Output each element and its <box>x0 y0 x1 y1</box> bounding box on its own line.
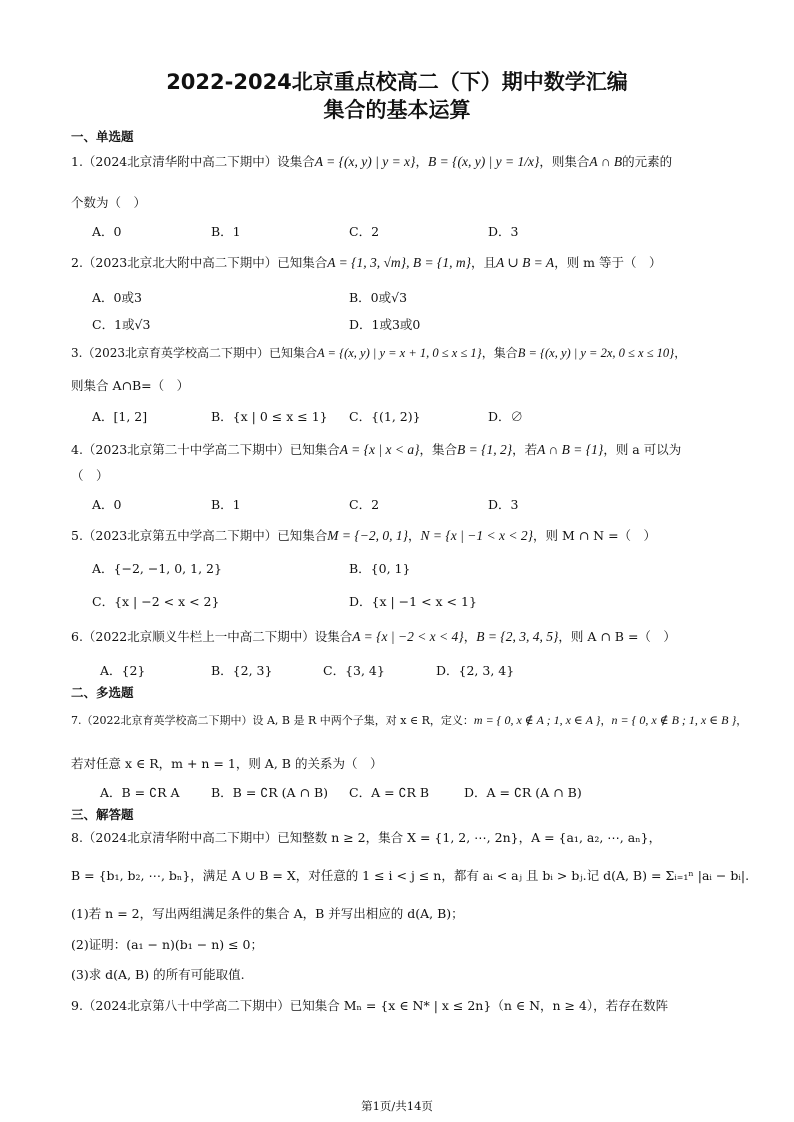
question-6-set-a: A = {x | −2 < x < 4} <box>352 629 464 644</box>
question-5-set-n: N = {x | −1 < x < 2} <box>420 528 533 543</box>
question-6-option-c: C．{3, 4} <box>323 663 385 678</box>
page-title-line2: 集合的基本运算 <box>323 98 471 122</box>
question-7-option-c: C．A = ∁R B <box>349 785 430 800</box>
question-5-stem: 5.（2023北京第五中学高二下期中）已知集合M = {−2, 0, 1}，N = {x | −1 < x < 2}，则 M ∩ N =（ ） <box>71 528 657 543</box>
question-3-stem: 3.（2023北京育英学校高二下期中）已知集合A = {(x, y) | y = x + 1, 0 ≤ x ≤ 1}，集合B = {(x, y) | y = 2x, 0 ≤ x ≤ 10}， <box>71 346 687 360</box>
question-7-stem: 7.（2022北京育英学校高二下期中）设 A, B 是 R 中两个子集，对 x ∈ R，定义：m = { 0, x ∉ A ; 1, x ∈ A }，n = { 0, x ∉ B ; 1, x ∈ B }， <box>71 713 748 727</box>
question-7-option-b: B．B = ∁R (A ∩ B) <box>211 785 329 800</box>
question-6-option-b: B．{2, 3} <box>211 663 273 678</box>
question-7-n-definition: n = { 0, x ∉ B ; 1, x ∈ B } <box>611 713 737 727</box>
question-1-stem: 1.（2024北京清华附中高二下期中）设集合A = {(x, y) | y = x}，B = {(x, y) | y = 1/x}，则集合A ∩ B的元素的 <box>71 154 673 169</box>
question-4-option-b: B．1 <box>211 497 241 512</box>
question-2-option-b: B．0或√3 <box>349 290 408 305</box>
question-4-stem: 4.（2023北京第二十中学高二下期中）已知集合A = {x | x < a}，集合B = {1, 2}，若A ∩ B = {1}，则 a 可以为 <box>71 442 682 457</box>
question-2-sets: A = {1, 3, √m}, B = {1, m} <box>327 255 471 270</box>
page-title-line1: 2022-2024北京重点校高二（下）期中数学汇编 <box>166 70 628 94</box>
question-5-option-a: A．{−2, −1, 0, 1, 2} <box>92 561 222 576</box>
question-8-part-2: (2)证明：(a₁ − n)(b₁ − n) ≤ 0； <box>71 937 264 952</box>
question-4-set-b: B = {1, 2} <box>456 442 513 457</box>
question-4-option-a: A．0 <box>92 497 122 512</box>
question-7-m-definition: m = { 0, x ∉ A ; 1, x ∈ A } <box>473 713 601 727</box>
section-heading-single-choice: 一、单选题 <box>71 129 134 144</box>
question-5-set-m: M = {−2, 0, 1} <box>327 528 409 543</box>
question-3-option-c: C．{(1, 2)} <box>349 409 421 424</box>
question-1-stem-line2: 个数为（ ） <box>71 195 147 210</box>
question-7-option-d: D．A = ∁R (A ∩ B) <box>464 785 582 800</box>
question-7-option-a: A．B = ∁R A <box>100 785 180 800</box>
question-9-stem-line1: 9.（2024北京第八十中学高二下期中）已知集合 Mₙ = {x ∈ N* | x ≤ 2n}（n ∈ N，n ≥ 4），若存在数阵 <box>71 998 669 1013</box>
question-2-option-a: A．0或3 <box>92 290 142 305</box>
question-5-option-b: B．{0, 1} <box>349 561 411 576</box>
question-6-option-a: A．{2} <box>100 663 146 678</box>
section-heading-multiple-choice: 二、多选题 <box>71 685 134 700</box>
question-3-set-b: B = {(x, y) | y = 2x, 0 ≤ x ≤ 10} <box>517 346 675 360</box>
question-3-set-a: A = {(x, y) | y = x + 1, 0 ≤ x ≤ 1} <box>317 346 482 360</box>
question-4-stem-line2: （ ） <box>71 468 109 483</box>
question-5-option-d: D．{x | −1 < x < 1} <box>349 594 477 609</box>
question-1-option-d: D．3 <box>488 224 519 239</box>
question-8-stem-line1: 8.（2024北京清华附中高二下期中）已知整数 n ≥ 2，集合 X = {1, 2, ⋯, 2n}，A = {a₁, a₂, ⋯, aₙ}， <box>71 830 662 845</box>
question-2-option-c: C．1或√3 <box>92 317 151 332</box>
question-4-set-a: A = {x | x < a} <box>339 442 420 457</box>
question-2-option-d: D．1或3或0 <box>349 317 421 332</box>
question-7-stem-line2: 若对任意 x ∈ R，m + n = 1，则 A, B 的关系为（ ） <box>71 756 383 771</box>
question-1-set-a: A = {(x, y) | y = x} <box>314 154 416 169</box>
question-4-option-d: D．3 <box>488 497 519 512</box>
question-8-part-1: (1)若 n = 2，写出两组满足条件的集合 A，B 并写出相应的 d(A, B)； <box>71 906 464 921</box>
question-4-option-c: C．2 <box>349 497 380 512</box>
question-1-option-a: A．0 <box>92 224 122 239</box>
section-heading-free-response: 三、解答题 <box>71 807 134 822</box>
question-1-option-b: B．1 <box>211 224 241 239</box>
question-3-stem-line2: 则集合 A∩B=（ ） <box>71 378 190 393</box>
question-8-stem-line2: B = {b₁, b₂, ⋯, bₙ}，满足 A ∪ B = X，对任意的 1 ≤ i < j ≤ n，都有 aᵢ < aⱼ 且 bᵢ > bⱼ.记 d(A, B) = Σᵢ₌₁ⁿ |aᵢ − bᵢ|. <box>71 868 750 883</box>
question-1-option-c: C．2 <box>349 224 380 239</box>
question-6-stem: 6.（2022北京顺义牛栏上一中高二下期中）设集合A = {x | −2 < x < 4}，B = {2, 3, 4, 5}，则 A ∩ B =（ ） <box>71 629 676 644</box>
question-8-part-3: (3)求 d(A, B) 的所有可能取值. <box>71 967 245 982</box>
question-6-set-b: B = {2, 3, 4, 5} <box>476 629 559 644</box>
question-3-option-d: D．∅ <box>488 409 524 424</box>
question-2-stem: 2.（2023北京北大附中高二下期中）已知集合A = {1, 3, √m}, B = {1, m}，且A ∪ B = A，则 m 等于（ ） <box>71 255 662 270</box>
question-6-option-d: D．{2, 3, 4} <box>436 663 515 678</box>
question-5-option-c: C．{x | −2 < x < 2} <box>92 594 220 609</box>
page-number: 第1页/共14页 <box>361 1099 433 1113</box>
question-1-set-b: B = {(x, y) | y = 1/x} <box>427 154 540 169</box>
question-3-option-b: B．{x | 0 ≤ x ≤ 1} <box>211 409 328 424</box>
question-3-option-a: A．[1, 2] <box>92 409 148 424</box>
